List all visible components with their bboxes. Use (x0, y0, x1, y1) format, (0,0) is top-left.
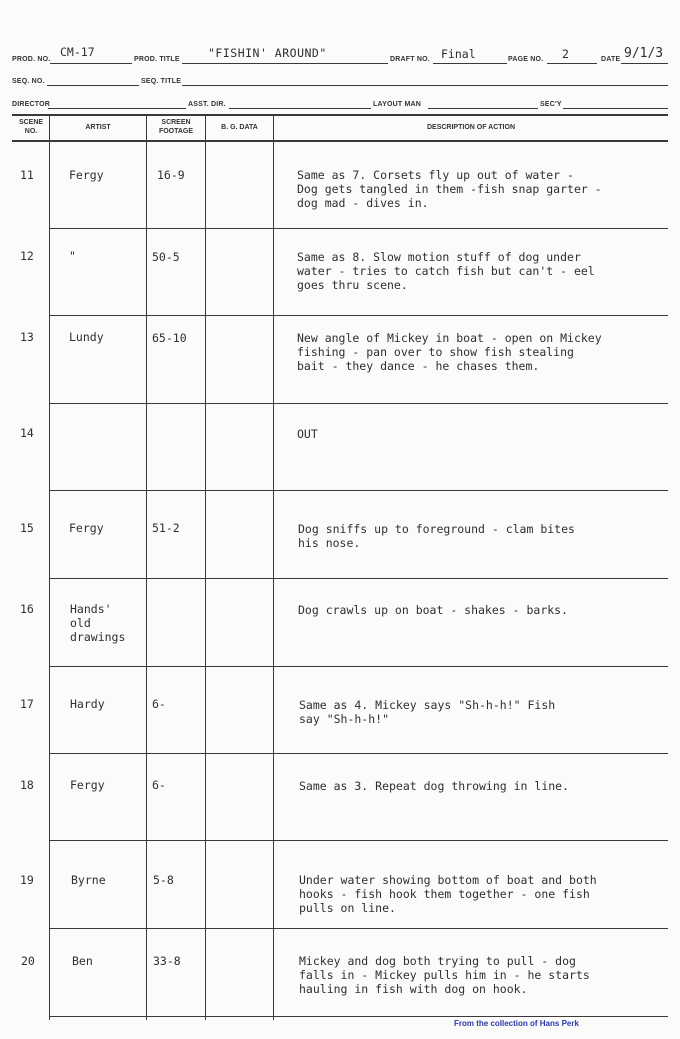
prod-title-value: "FISHIN' AROUND" (208, 46, 327, 60)
artist-name: Hardy (70, 697, 105, 711)
asst-dir-label: ASST. DIR. (188, 101, 226, 108)
action-description: Same as 4. Mickey says "Sh-h-h!" Fish say "Sh-h-h!" (299, 698, 556, 726)
artist-name: Fergy (69, 521, 104, 535)
prod-no-label: PROD. NO. (12, 56, 51, 63)
scene-number: 14 (20, 426, 34, 440)
draft-no-value: Final (441, 47, 476, 61)
scene-number: 20 (21, 954, 35, 968)
seq-title-label: SEQ. TITLE (141, 78, 182, 85)
artist-name: Fergy (69, 168, 104, 182)
date-value: 9/1/3 (624, 46, 664, 61)
screen-footage: 33-8 (153, 954, 181, 968)
screen-footage: 51-2 (152, 521, 180, 535)
prod-no-value: CM-17 (60, 45, 95, 59)
screen-footage: 6- (152, 778, 166, 792)
prod-title-label: PROD. TITLE (134, 56, 180, 63)
layout-man-label: LAYOUT MAN (373, 101, 422, 108)
seq-no-label: SEQ. NO. (12, 78, 45, 85)
screen-footage: 5-8 (153, 873, 174, 887)
scene-number: 11 (20, 168, 34, 182)
screen-footage: 6- (152, 697, 166, 711)
scene-number: 16 (20, 602, 34, 616)
action-description: Same as 7. Corsets fly up out of water - Dog gets tangled in them -fish snap garter - dog mad - dives in. (297, 168, 602, 210)
action-description: Dog sniffs up to foreground - clam bites his nose. (298, 522, 575, 550)
artist-name: Byrne (71, 873, 106, 887)
action-description: Dog crawls up on boat - shakes - barks. (298, 603, 569, 617)
action-description: New angle of Mickey in boat - open on Mickey fishing - pan over to show fish stealing bait - they dance - he chases them. (297, 331, 602, 373)
collection-credit: From the collection of Hans Perk (454, 1019, 579, 1028)
director-label: DIRECTOR (12, 101, 51, 108)
scene-number: 17 (20, 697, 34, 711)
action-description: Mickey and dog both trying to pull - dog falls in - Mickey pulls him in - he starts hauling in fish with dog on hook. (299, 954, 590, 996)
scene-number: 18 (20, 778, 34, 792)
scene-number: 13 (20, 330, 34, 344)
artist-name: " (69, 249, 76, 263)
scene-number: 19 (20, 873, 34, 887)
draft-no-label: DRAFT NO. (390, 56, 430, 63)
col-header-description: DESCRIPTION OF ACTION (426, 124, 516, 131)
col-header-scene-no: SCENE NO. (18, 119, 44, 135)
col-header-artist: ARTIST (85, 124, 111, 131)
artist-name: Lundy (69, 330, 104, 344)
artist-name: Hands' old drawings (70, 602, 126, 644)
scene-number: 12 (20, 249, 34, 263)
screen-footage: 50-5 (152, 250, 180, 264)
action-description: Under water showing bottom of boat and both hooks - fish hook them together - one fish pulls on line. (299, 873, 597, 915)
col-header-bg-data: B. G. DATA (221, 124, 258, 131)
date-label: DATE (601, 56, 621, 63)
page-no-value: 2 (562, 47, 569, 61)
page-no-label: PAGE NO. (508, 56, 544, 63)
artist-name: Ben (72, 954, 93, 968)
screen-footage: 65-10 (152, 331, 187, 345)
action-description: Same as 8. Slow motion stuff of dog under water - tries to catch fish but can't - eel goes thru scene. (297, 250, 595, 292)
scene-number: 15 (20, 521, 34, 535)
action-description: Same as 3. Repeat dog throwing in line. (299, 779, 570, 793)
action-description: OUT (297, 427, 318, 441)
col-header-screen-footage: SCREEN FOOTAGE (158, 119, 194, 135)
artist-name: Fergy (70, 778, 105, 792)
screen-footage: 16-9 (157, 168, 185, 182)
secy-label: SEC'Y (540, 101, 562, 108)
